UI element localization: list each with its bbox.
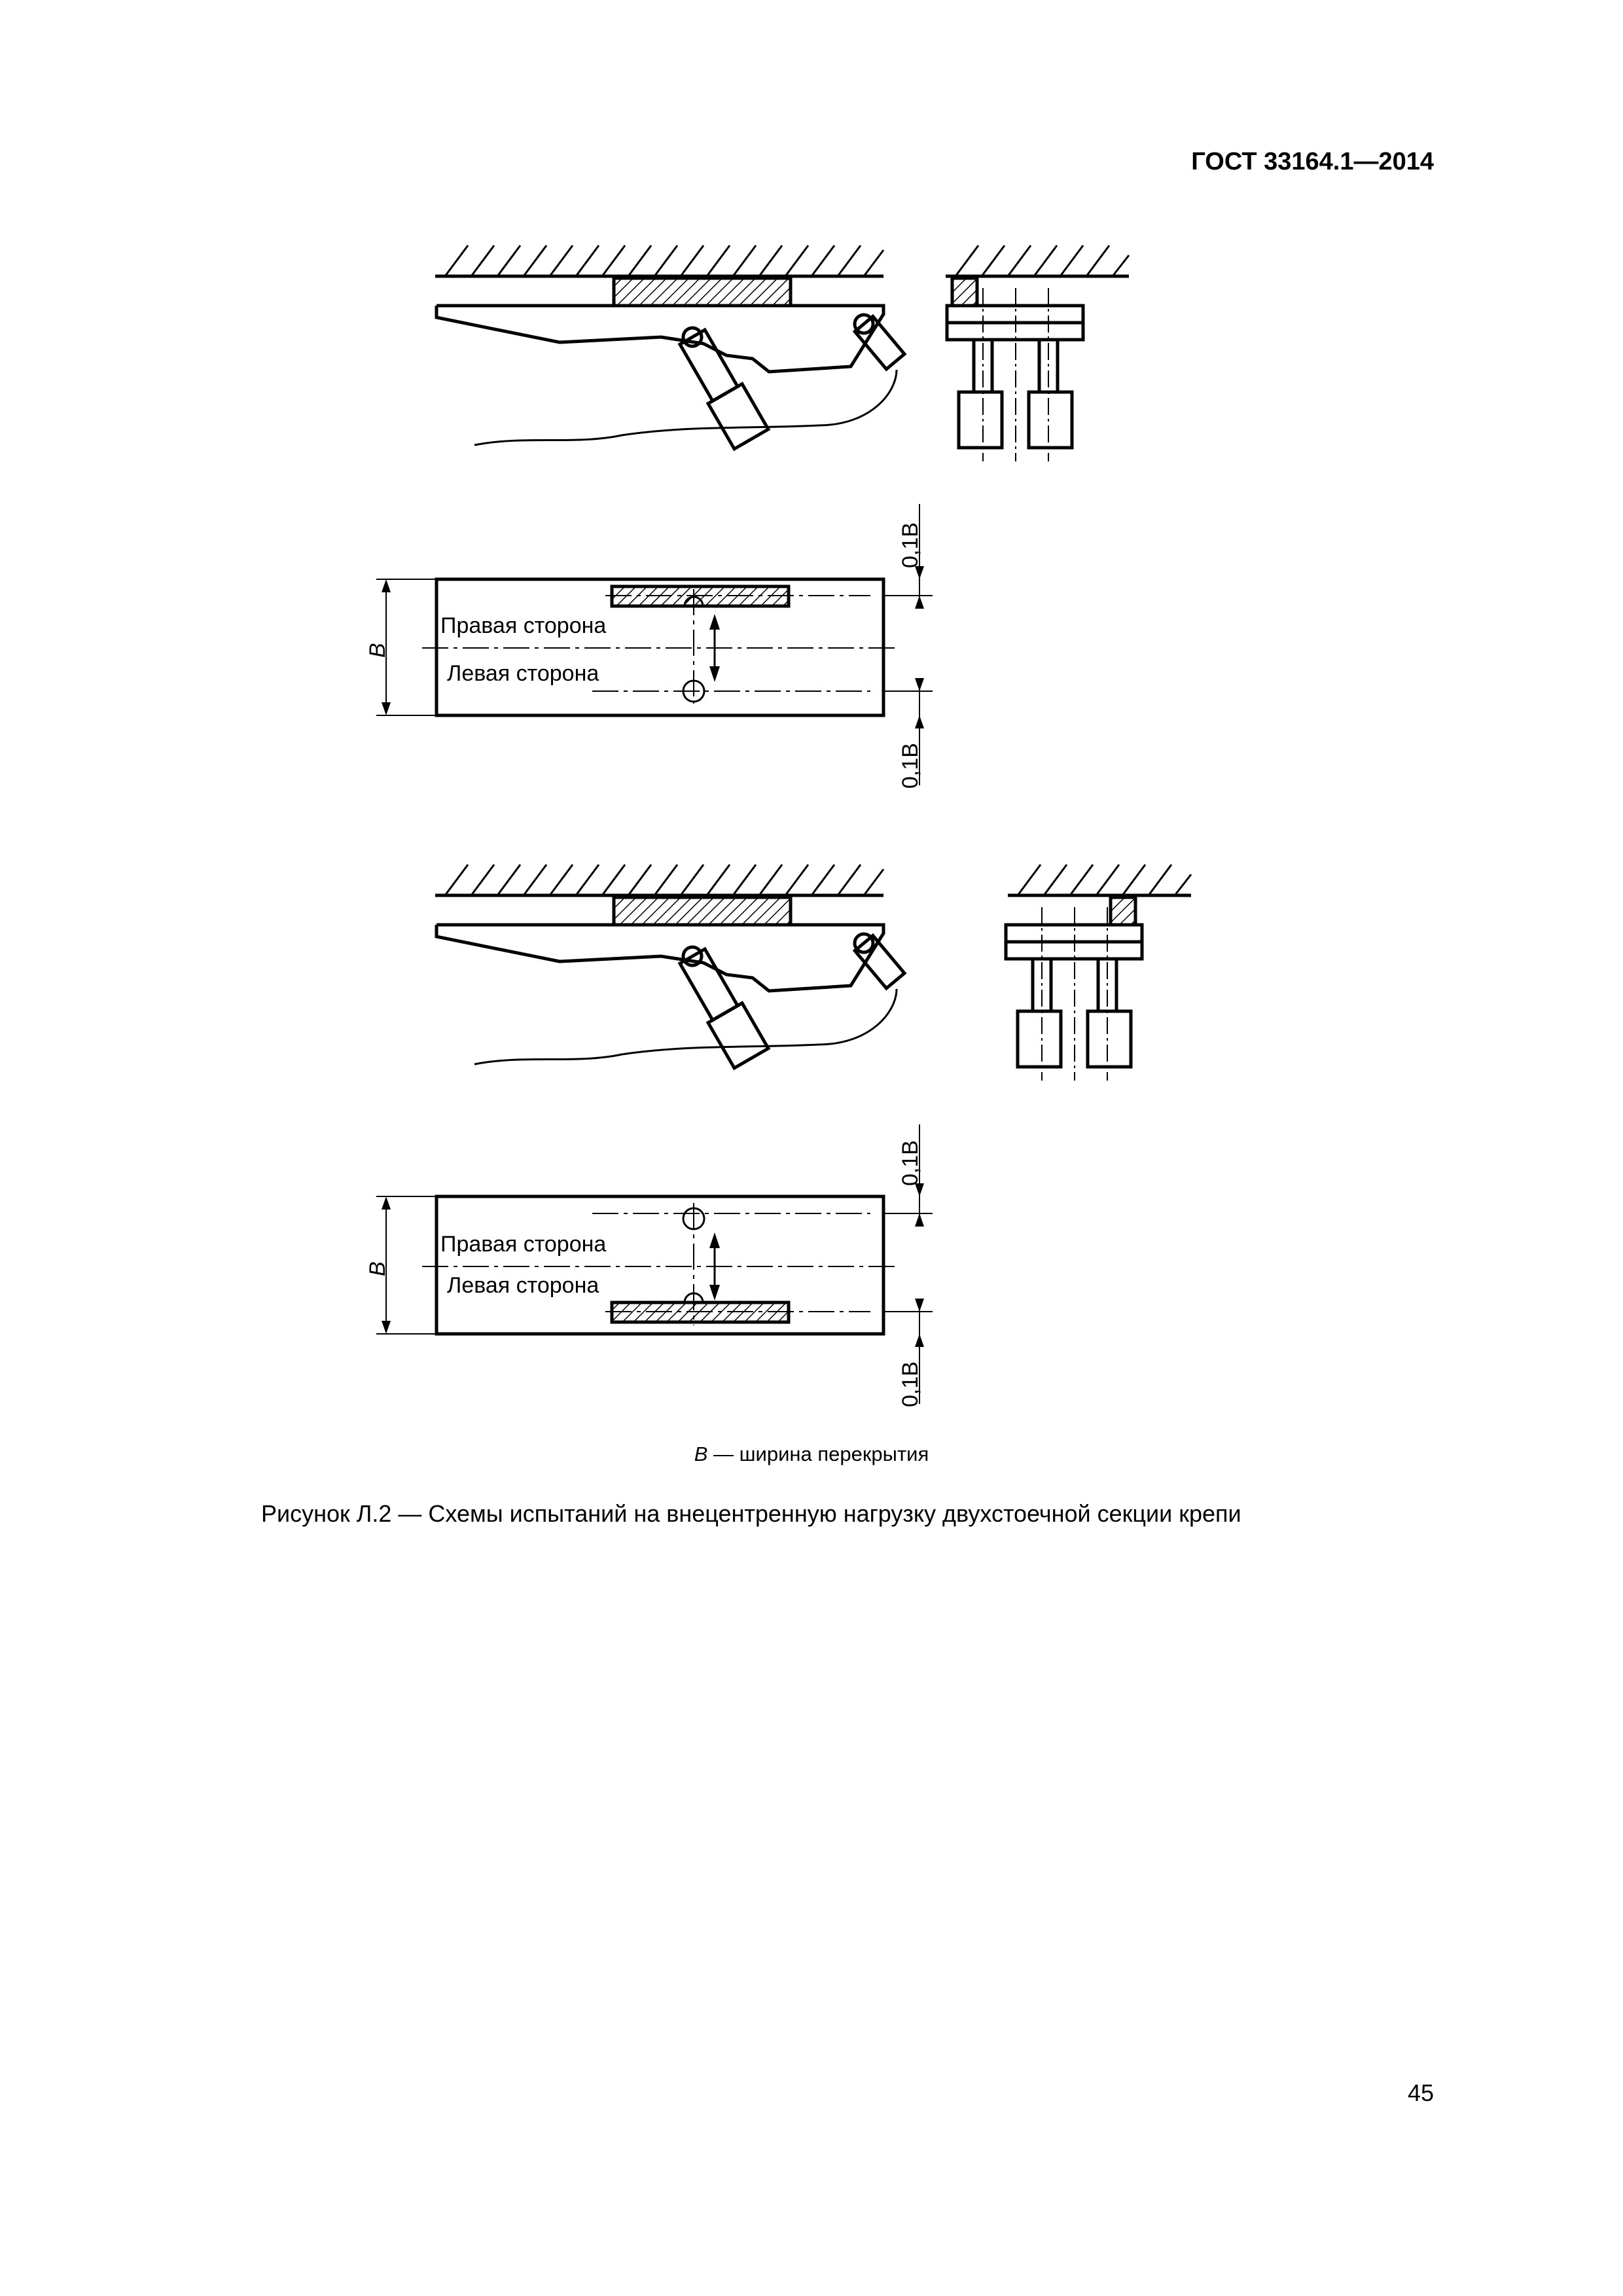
dim-b-label-2: B	[365, 1261, 390, 1276]
document-code: ГОСТ 33164.1—2014	[1191, 148, 1434, 175]
plan-view-1	[376, 504, 933, 785]
legend-text: — ширина перекрытия	[707, 1443, 929, 1465]
legend-symbol: B	[694, 1443, 708, 1465]
dim-offset-label-2-top: 0,1B	[898, 1140, 923, 1186]
dim-b-label-1: B	[365, 643, 390, 658]
dim-offset-label-1-top: 0,1B	[898, 522, 923, 568]
right-side-label-1: Правая сторона	[440, 613, 607, 638]
page-number: 45	[1407, 2079, 1434, 2106]
left-side-label-1: Левая сторона	[447, 661, 599, 686]
figure-caption: Рисунок Л.2 — Схемы испытаний на внецентренную нагрузку двухстоечной секции крепи	[261, 1500, 1241, 1527]
side-view-2	[435, 865, 904, 1068]
front-view-2	[1006, 865, 1191, 1081]
side-view-1	[435, 245, 904, 449]
figure-legend	[0, 1443, 1623, 1466]
dim-offset-label-1-bottom: 0,1B	[898, 743, 923, 789]
left-side-label-2: Левая сторона	[447, 1273, 599, 1298]
front-view-1	[946, 245, 1129, 461]
plan-view-2	[376, 1124, 933, 1404]
dim-offset-label-2-bottom: 0,1B	[898, 1361, 923, 1407]
right-side-label-2: Правая сторона	[440, 1232, 607, 1257]
